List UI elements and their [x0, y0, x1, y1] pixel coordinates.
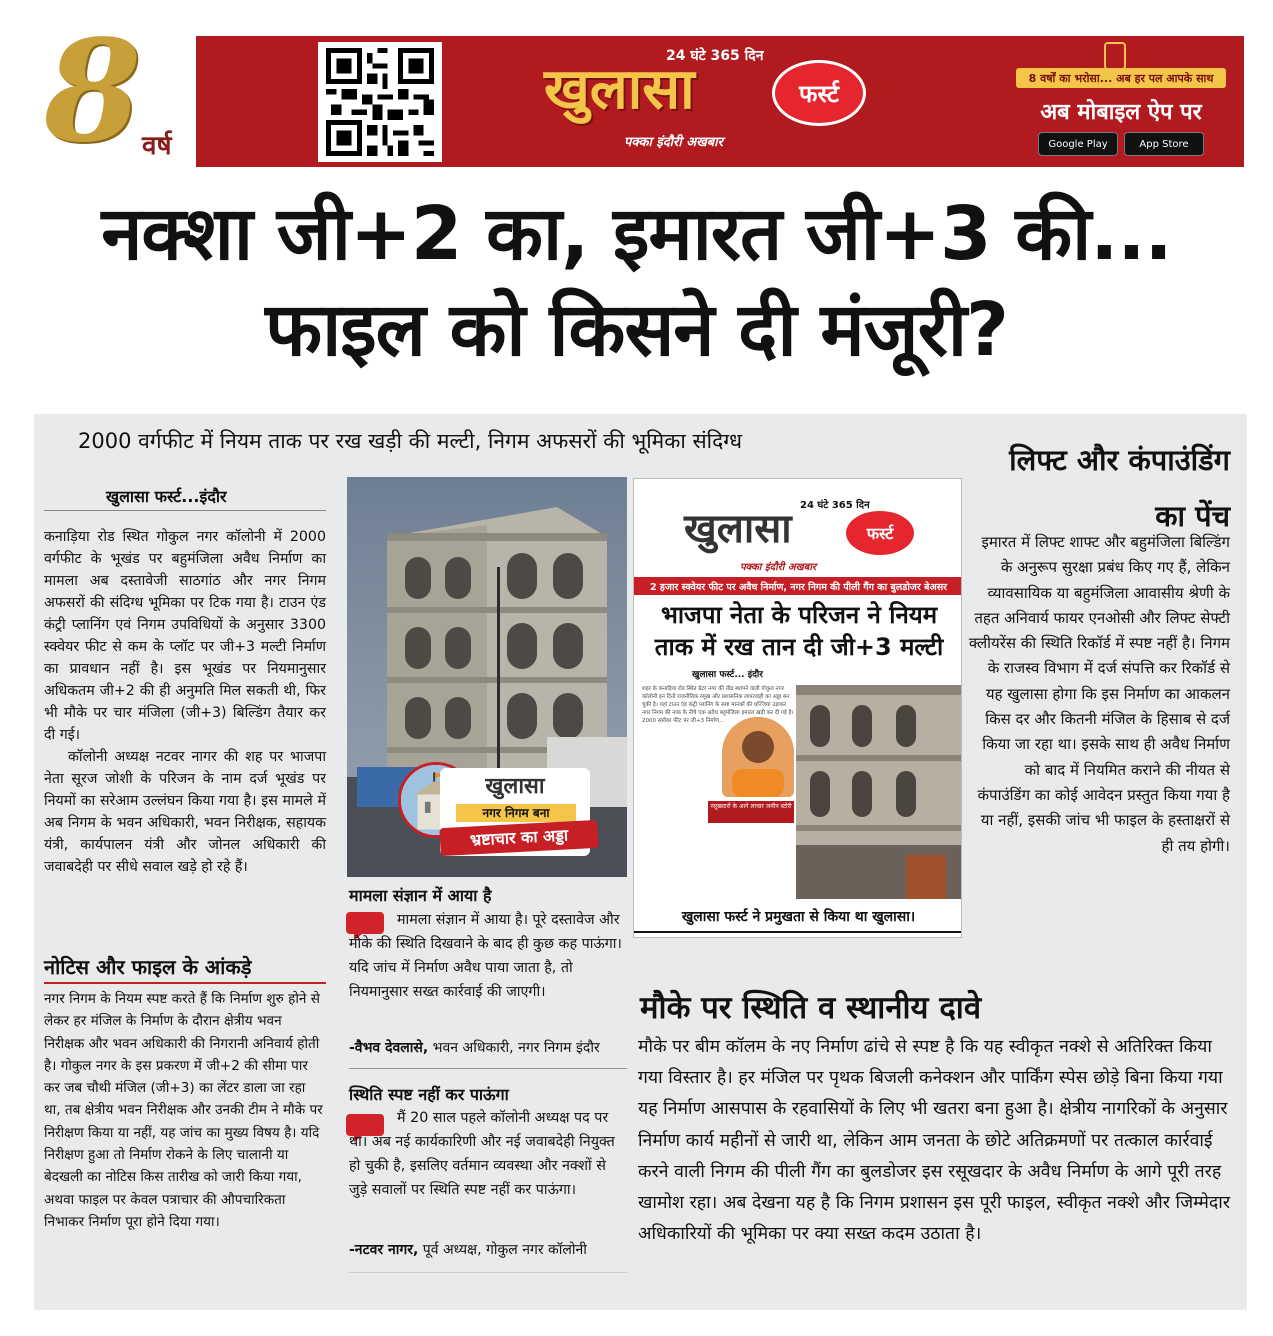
clipping-strap: 2 हजार स्क्वेयर फीट पर अवैध निर्माण, नगर निगम की पीली गैंग का बुलडोजर बेअसर [634, 577, 962, 595]
logo-wordmark: खुलासा [544, 57, 695, 122]
headline-line-1: नक्शा जी+2 का, इमारत जी+3 की... [101, 191, 1172, 277]
article-paragraph-1: कनाड़िया रोड स्थित गोकुल नगर कॉलोनी में 2000 वर्गफीट के भूखंड पर बहुमंजिला अवैध निर्माण का मामला अब दस्तावेजी साठगांठ और नगर निगम अफसरों की संदिग्ध भूमिका पर टिक गया है। टाउन एंड कंट्री प्लानिंग एवं निगम उपविधियों के अनुसार 3300 स्क्वेयर फीट से कम के प्लॉट पर जी+3 मल्टी निर्माण का प्रावधान नहीं है। इस भूखंड पर नियमानुसार अधिकतम जी+2 की ही अनुमति मिल सकती थी, फिर भी मौके पर चार मंजिला (जी+3) बिल्डिंग तैयार कर दी गई। [44, 529, 326, 743]
person-portrait-icon [722, 717, 794, 797]
section-body-lift: इमारत में लिफ्ट शाफ्ट और बहुमंजिला बिल्डिंग के अनुरूप सुरक्षा प्रबंध किए गए हैं, लेकिन व्यावसायिक या बहुमंजिला आवासीय श्रेणी के तहत अनिवार्य फायर एनओसी और लिफ्ट सेफ्टी क्लीयरेंस की स्थिति रिकॉर्ड में स्पष्ट नहीं है। निगम के राजस्व विभाग में दर्ज संपत्ति कर रिकॉर्ड से यह खुलासा होगा कि इस निर्माण का आकलन किस दर और कितनी मंजिल के हिसाब से दर्ज किया जा रहा था। इसके साथ ही अवैध निर्माण को बाद में नियमित कराने की नीयत से कंपाउंडिंग का कोई आवेदन प्रस्तुत किया गया है या नहीं, इसकी जांच भी फाइल के हस्ताक्षरों से ही तय होगी। [968, 533, 1230, 855]
logo-first-badge: फर्स्ट [772, 60, 866, 126]
mobile-phone-icon [1104, 42, 1126, 70]
quote-1-signature: -वैभव देवलासे, भवन अधिकारी, नगर निगम इंदौर [349, 1040, 600, 1056]
clipping-wordmark: खुलासा [684, 506, 792, 552]
clipping-caption: खुलासा फर्स्ट ने प्रमुखता से किया था खुलासा। [681, 909, 916, 925]
article-body-left [44, 526, 326, 878]
quote-2-title: स्थिति स्पष्ट नहीं कर पाऊंगा [349, 1085, 509, 1104]
app-promo-title: अब मोबाइल ऐप पर [1040, 100, 1202, 125]
clipping-body: शहर के कनाड़िया रोड स्थित ग्रेटर नगर की तीव्र स्थापने वाली गोकुल नगर कॉलोनी इन दिनों राजनीतिक रसूख और प्रशासनिक लापरवाही का अड्डा बन चुकी है। यहां टाउन एंड कंट्री प्लानिंग के स्पष्ट मानकों की धज्जियां उड़ाकर नगर निगम की नाक के नीचे एक अवैध बहुमंजिला इमारत खड़ी कर दी गई है। 2000 स्क्वेयर फीट पर जी+3 निर्माण... [642, 686, 794, 724]
logo-subtitle: पक्का इंदौरी अखबार [624, 135, 723, 150]
headline-line-2: फाइल को किसने दी मंजूरी? [265, 287, 1008, 373]
stamp-line-1: नगर निगम बना [456, 804, 576, 822]
anniversary-unit: वर्ष [142, 131, 172, 161]
stamp-logo: खुलासा [485, 774, 545, 799]
section-heading-notice: नोटिस और फाइल के आंकड़े [44, 953, 326, 984]
clipping-logo [680, 497, 920, 575]
app-trust-line: 8 वर्षों का भरोसा... अब हर पल आपके साथ [1016, 68, 1226, 88]
logo-tagline: 24 घंटे 365 दिन [666, 48, 764, 64]
portrait-caption: रसूखदारों के आगे लाचार जमीन स्टोरी [708, 801, 794, 823]
article-byline: खुलासा फर्स्ट...इंदौर [106, 487, 227, 506]
masthead-banner [196, 36, 1244, 167]
app-store-button[interactable]: App Store [1124, 132, 1204, 156]
google-play-button[interactable]: Google Play [1038, 132, 1118, 156]
section-heading-lift [968, 432, 1230, 544]
anniversary-number: 8 [44, 10, 142, 174]
section-body-notice: नगर निगम के नियम स्पष्ट करते हैं कि निर्माण शुरु होने से लेकर हर मंजिल के निर्माण के दौरान क्षेत्रीय भवन निरीक्षक और भवन अधिकारी की निगरानी अनिवार्य होती है। गोकुल नगर के इस प्रकरण में जी+2 की सीमा पार कर जब चौथी मंजिल (जी+3) का लेंटर डाला जा रहा था, तब क्षेत्रीय भवन निरीक्षक और उनकी टीम ने मौके पर निरीक्षण किया या नहीं, यह जांच का मुख्य विषय है। यदि निरीक्षण हुआ तो निर्माण रोकने के लिए चालानी या बेदखली का नोटिस किस तारीख को जारी किया गया, अथवा फाइल पर केवल पत्राचार की औपचारिकता निभाकर निर्माण पूरा होने दिया गया। [44, 991, 323, 1230]
clipping-building-photo [796, 685, 962, 899]
quote-2-text: मैं 20 साल पहले कॉलोनी अध्यक्ष पद पर था। अब नई कार्यकारिणी और नई जवाबदेही नियुक्त हो चुकी है, इसलिए वर्तमान व्यवस्था और नक्शों से जुड़े सवालों पर स्थिति स्पष्ट नहीं कर पाऊंगा। [349, 1110, 615, 1198]
newspaper-logo [544, 46, 874, 158]
stamp-line-2: भ्रष्टाचार का अड्डा [439, 820, 598, 856]
quote-2-signature: -नटवर नागर, पूर्व अध्यक्ष, गोकुल नगर कॉलोनी [349, 1242, 587, 1258]
clipping-tagline: 24 घंटे 365 दिन [800, 500, 870, 511]
quote-1-text: मामला संज्ञान में आया है। पूरे दस्तावेज और मौके की स्थिति दिखवाने के बाद ही कुछ कह पाऊंगा। यदि जांच में निर्माण अवैध पाया जाता है, तो नियमानुसार सख्त कार्रवाई की जाएगी। [349, 912, 622, 1000]
main-headline [20, 186, 1253, 378]
article-subhead: 2000 वर्गफीट में नियम ताक पर रख खड़ी की मल्टी, निगम अफसरों की भूमिका संदिग्ध [78, 429, 743, 453]
caption-underline [634, 931, 962, 933]
section-body-ground-status: मौके पर बीम कॉलम के नए निर्माण ढांचे से स्पष्ट है कि यह स्वीकृत नक्शे से अतिरिक्त किया गया विस्तार है। हर मंजिल पर पृथक बिजली कनेक्शन और पार्किंग स्पेस छोड़े बिना किया गया यह निर्माण आसपास के रहवासियों के लिए भी खतरा बना हुआ है। क्षेत्रीय नागरिकों के अनुसार निर्माण कार्य महीनों से जारी था, लेकिन आम जनता के छोटे अतिक्रमणों पर तत्काल कार्रवाई करने वाली निगम की पीली गैंग का बुलडोजर इस रसूखदार के अवैध निर्माण के आगे पूरी तरह खामोश रहा। अब देखना यह है कि निगम प्रशासन इस पूरी फाइल, स्वीकृत नक्शे और जिम्मेदार अधिकारियों की भूमिका पर क्या सख्त कदम उठाता है। [638, 1037, 1231, 1245]
previous-report-clipping [633, 478, 962, 938]
clipping-first-badge: फर्स्ट [846, 511, 914, 555]
anniversary-badge [30, 10, 200, 174]
byline-divider [44, 510, 326, 511]
lift-heading-line-2: का पेंच [1155, 499, 1230, 533]
qr-code-icon[interactable] [318, 42, 442, 162]
quote-1-title: मामला संज्ञान में आया है [349, 886, 492, 905]
clipping-byline: खुलासा फर्स्ट... इंदौर [692, 670, 763, 680]
section-heading-ground-status: मौके पर स्थिति व स्थानीय दावे [640, 990, 982, 1026]
corruption-stamp [398, 762, 604, 862]
quote-divider [349, 1272, 627, 1273]
app-promo [1016, 42, 1236, 160]
lift-heading-line-1: लिफ्ट और कंपाउंडिंग [1009, 443, 1230, 477]
quote-divider [349, 1068, 627, 1069]
clipping-headline: भाजपा नेता के परिजन ने नियम ताक में रख तान दी जी+3 मल्टी [654, 601, 944, 661]
clipping-subtitle: पक्का इंदौरी अखबार [740, 562, 817, 573]
article-paragraph-2: कॉलोनी अध्यक्ष नटवर नागर की शह पर भाजपा नेता सूरज जोशी के परिजन के नाम दर्ज भूखंड पर नियमों का सरेआम उल्लंघन किया गया है। इस मामले में अब निगम के भवन अधिकारी, भवन निरीक्षक, सहायक यंत्री, कार्यपालन यंत्री और जोनल अधिकारी की जवाबदेही पर सीधे सवाल खड़े हो रहे हैं। [44, 749, 326, 875]
